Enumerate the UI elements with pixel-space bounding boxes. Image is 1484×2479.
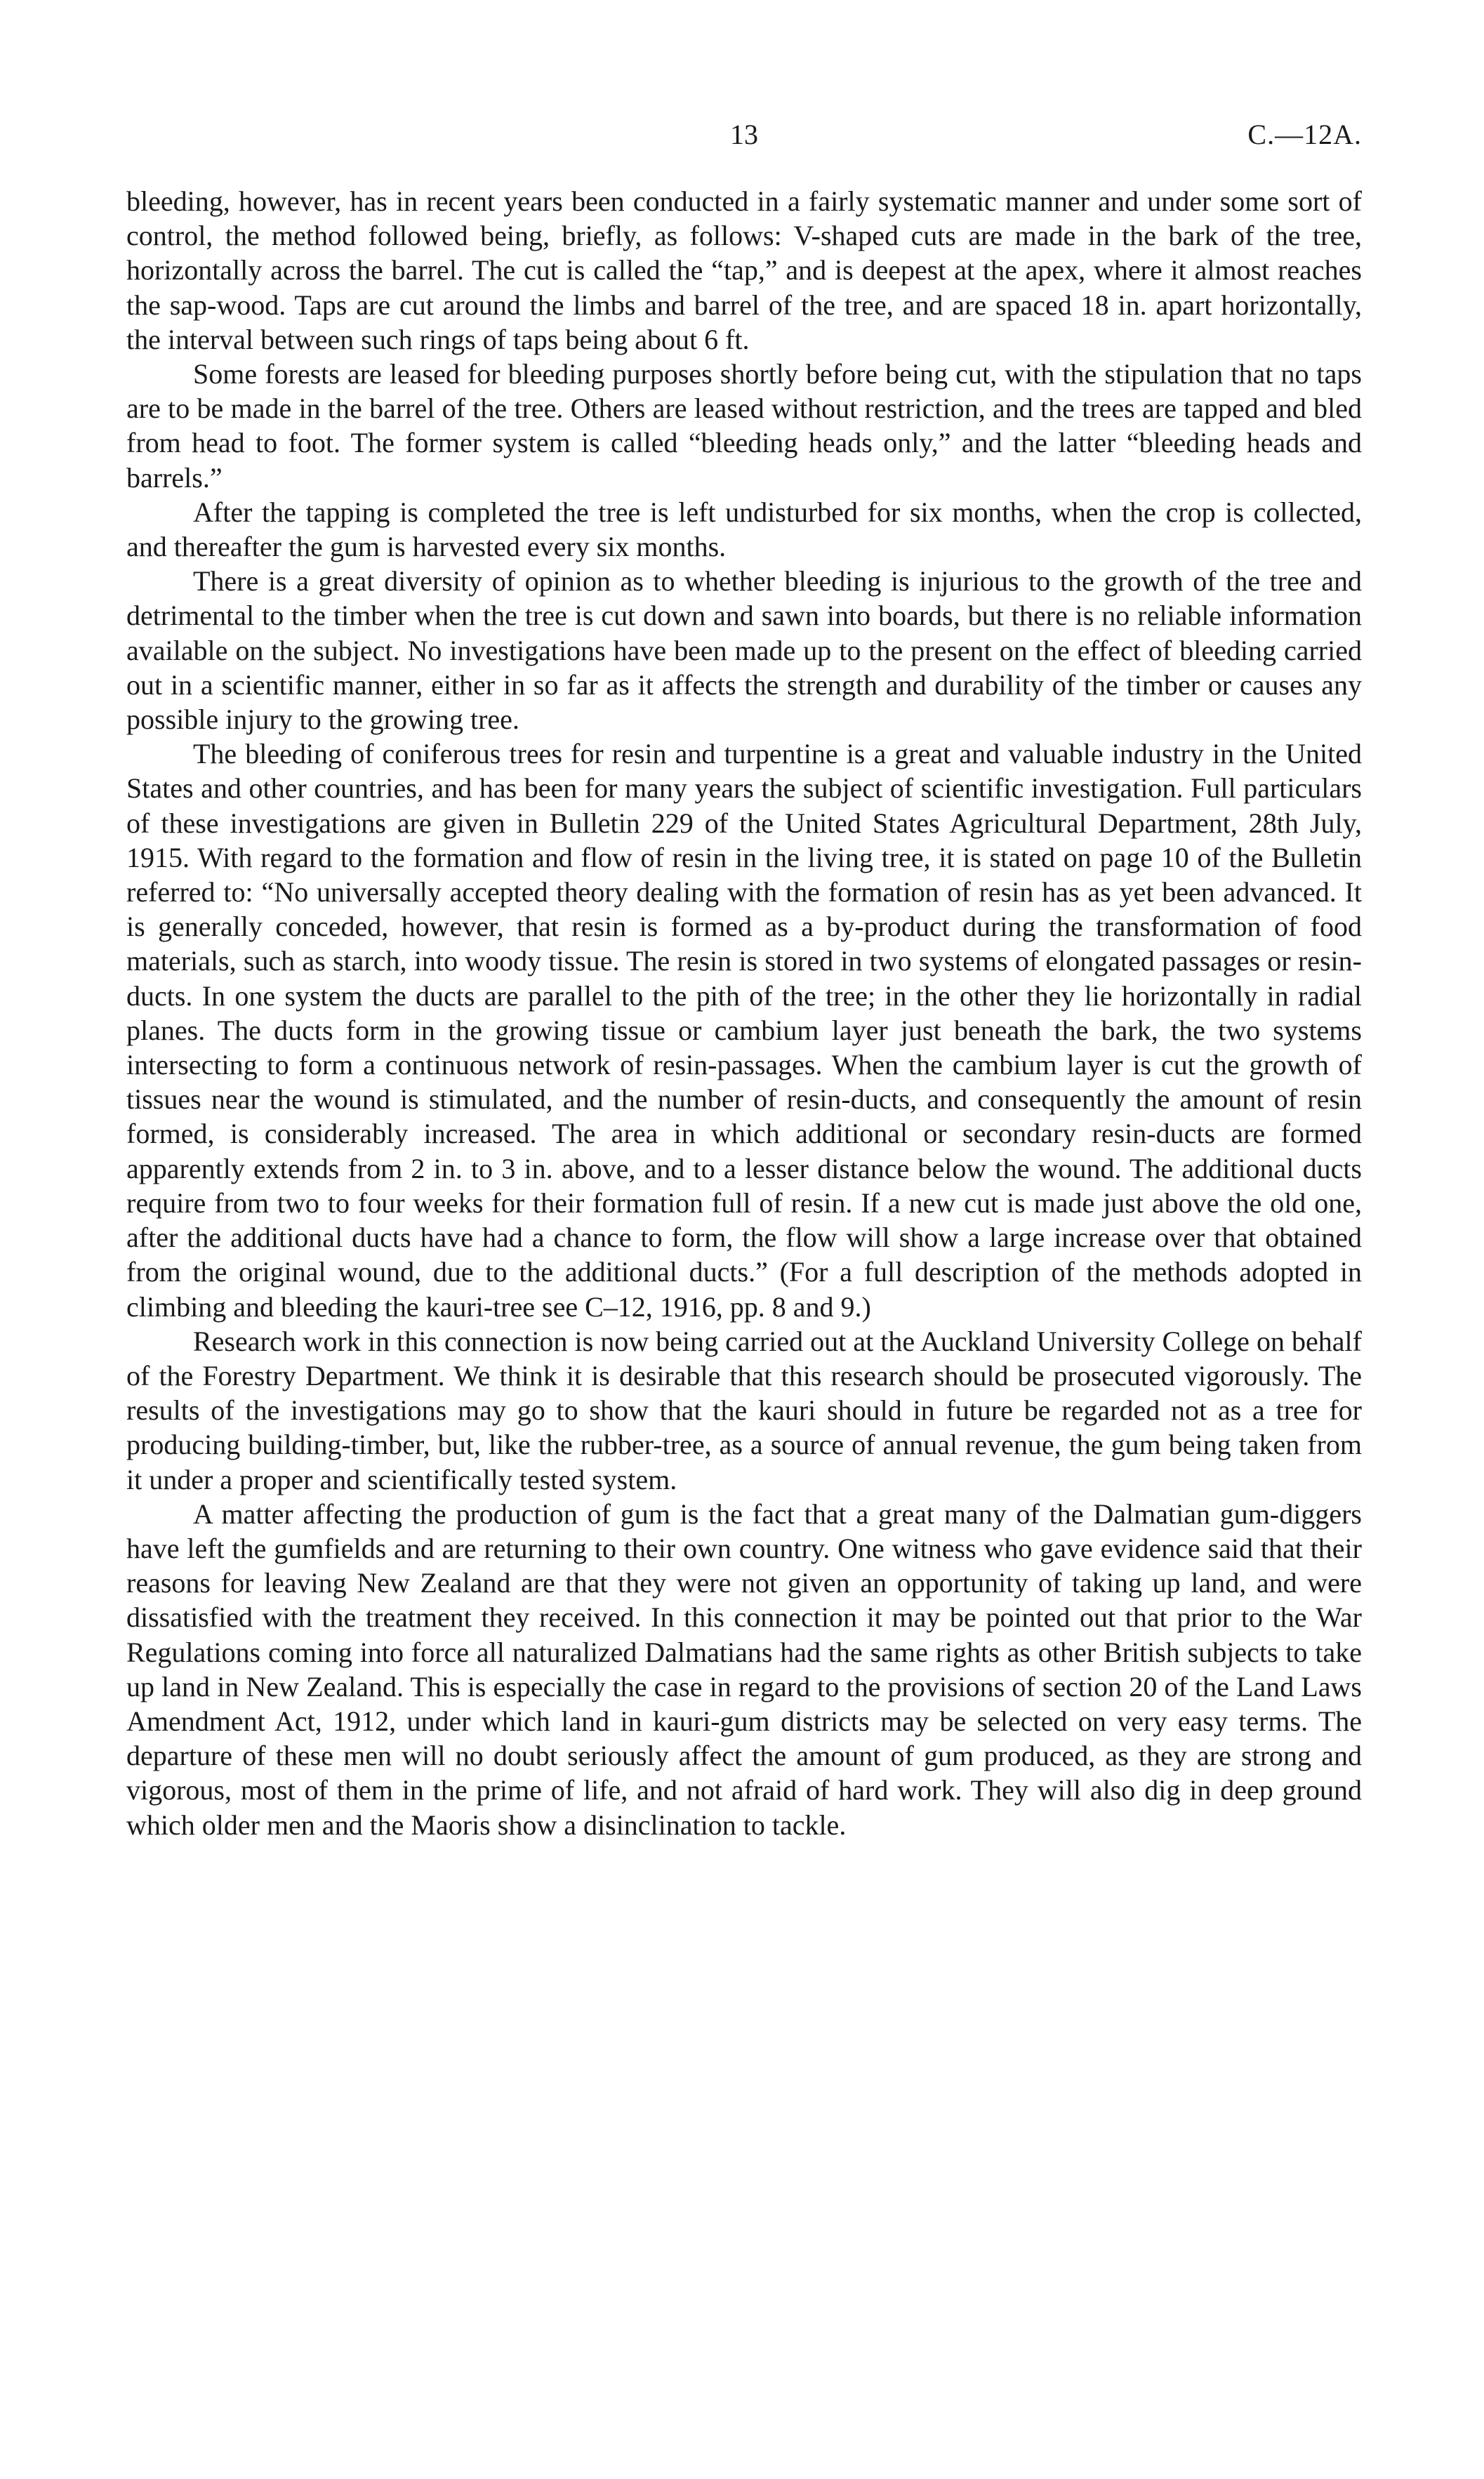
page-number: 13 <box>730 119 758 150</box>
paragraph: Some forests are leased for bleeding purposes shortly before being cut, with the stipulation that no taps are to be made in the barrel of the tree. Others are leased without restriction, and the trees are tapped and bled from head to foot. The former system is called “bleeding heads only,” and the latter “bleeding heads and barrels.” <box>126 358 1362 494</box>
document-reference: C.—12A. <box>1247 119 1362 150</box>
paragraph: A matter affecting the production of gum is the fact that a great many of the Dalmatian gum-diggers have left the gumfields and are returning to their own country. One witness who gave evidence said that their reasons for leaving New Zealand are that they were not given an opportunity of taking up land, and were dissatisfied with the treatment they received. In this connection it may be pointed out that prior to the War Regulations coming into force all naturalized Dalmatians had the same rights as other British subjects to take up land in New Zealand. This is especially the case in regard to the provisions of section 20 of the Land Laws Amendment Act, 1912, under which land in kauri-gum districts may be selected on very easy terms. The departure of these men will no doubt seriously affect the amount of gum produced, as they are strong and vigorous, most of them in the prime of life, and not afraid of hard work. They will also dig in deep ground which older men and the Maoris show a disinclination to tackle. <box>126 1498 1362 1841</box>
paragraph: The bleeding of coniferous trees for resin and turpentine is a great and valuable industry in the United States and other countries, and has been for many years the subject of scientific investigation. Full particulars of these investigations are given in Bulletin 229 of the United States Agricultural Department, 28th July, 1915. With regard to the formation and flow of resin in the living tree, it is stated on page 10 of the Bulletin referred to: “No universally accepted theory dealing with the formation of resin has as yet been advanced. It is generally conceded, however, that resin is formed as a by-product during the transformation of food materials, such as starch, into woody tissue. The resin is stored in two systems of elongated passages or resin-ducts. In one system the ducts are parallel to the pith of the tree; in the other they lie horizontally in radial planes. The ducts form in the growing tissue or cambium layer just beneath the bark, the two systems intersecting to form a continuous network of resin-passages. When the cambium layer is cut the growth of tissues near the wound is stimulated, and the number of resin-ducts, and consequently the amount of resin formed, is considerably increased. The area in which additional or secondary resin-ducts are formed apparently extends from 2 in. to 3 in. above, and to a lesser distance below the wound. The additional ducts require from two to four weeks for their formation full of resin. If a new cut is made just above the old one, after the additional ducts have had a chance to form, the flow will show a large increase over that obtained from the original wound, due to the additional ducts.” (For a full description of the methods adopted in climbing and bleeding the kauri-tree see C–12, 1916, pp. 8 and 9.) <box>126 738 1362 1323</box>
paragraph: bleeding, however, has in recent years been conducted in a fairly systematic manner and under some sort of control, the method followed being, briefly, as follows: V-shaped cuts are made in the bark of the tree, horizontally across the barrel. The cut is called the “tap,” and is deepest at the apex, where it almost reaches the sap-wood. Taps are cut around the limbs and barrel of the tree, and are spaced 18 in. apart horizontally, the interval between such rings of taps being about 6 ft. <box>126 185 1362 355</box>
paragraph: After the tapping is completed the tree is left undisturbed for six months, when the crop is collected, and thereafter the gum is harvested every six months. <box>126 496 1362 563</box>
paragraph: There is a great diversity of opinion as to whether bleeding is injurious to the growth of the tree and detrimental to the timber when the tree is cut down and sawn into boards, but there is no reliable information available on the subject. No investigations have been made up to the present on the effect of bleeding carried out in a scientific manner, either in so far as it affects the strength and durability of the timber or causes any possible injury to the growing tree. <box>126 565 1362 736</box>
paragraph: Research work in this connection is now being carried out at the Auckland University College on behalf of the Forestry Department. We think it is desirable that this research should be prosecuted vigorously. The results of the investigations may go to show that the kauri should in future be regarded not as a tree for producing building-timber, but, like the rubber-tree, as a source of annual revenue, the gum being taken from it under a proper and scientifically tested system. <box>126 1325 1362 1495</box>
body-text <box>126 184 1362 1842</box>
page-header <box>126 118 1362 160</box>
